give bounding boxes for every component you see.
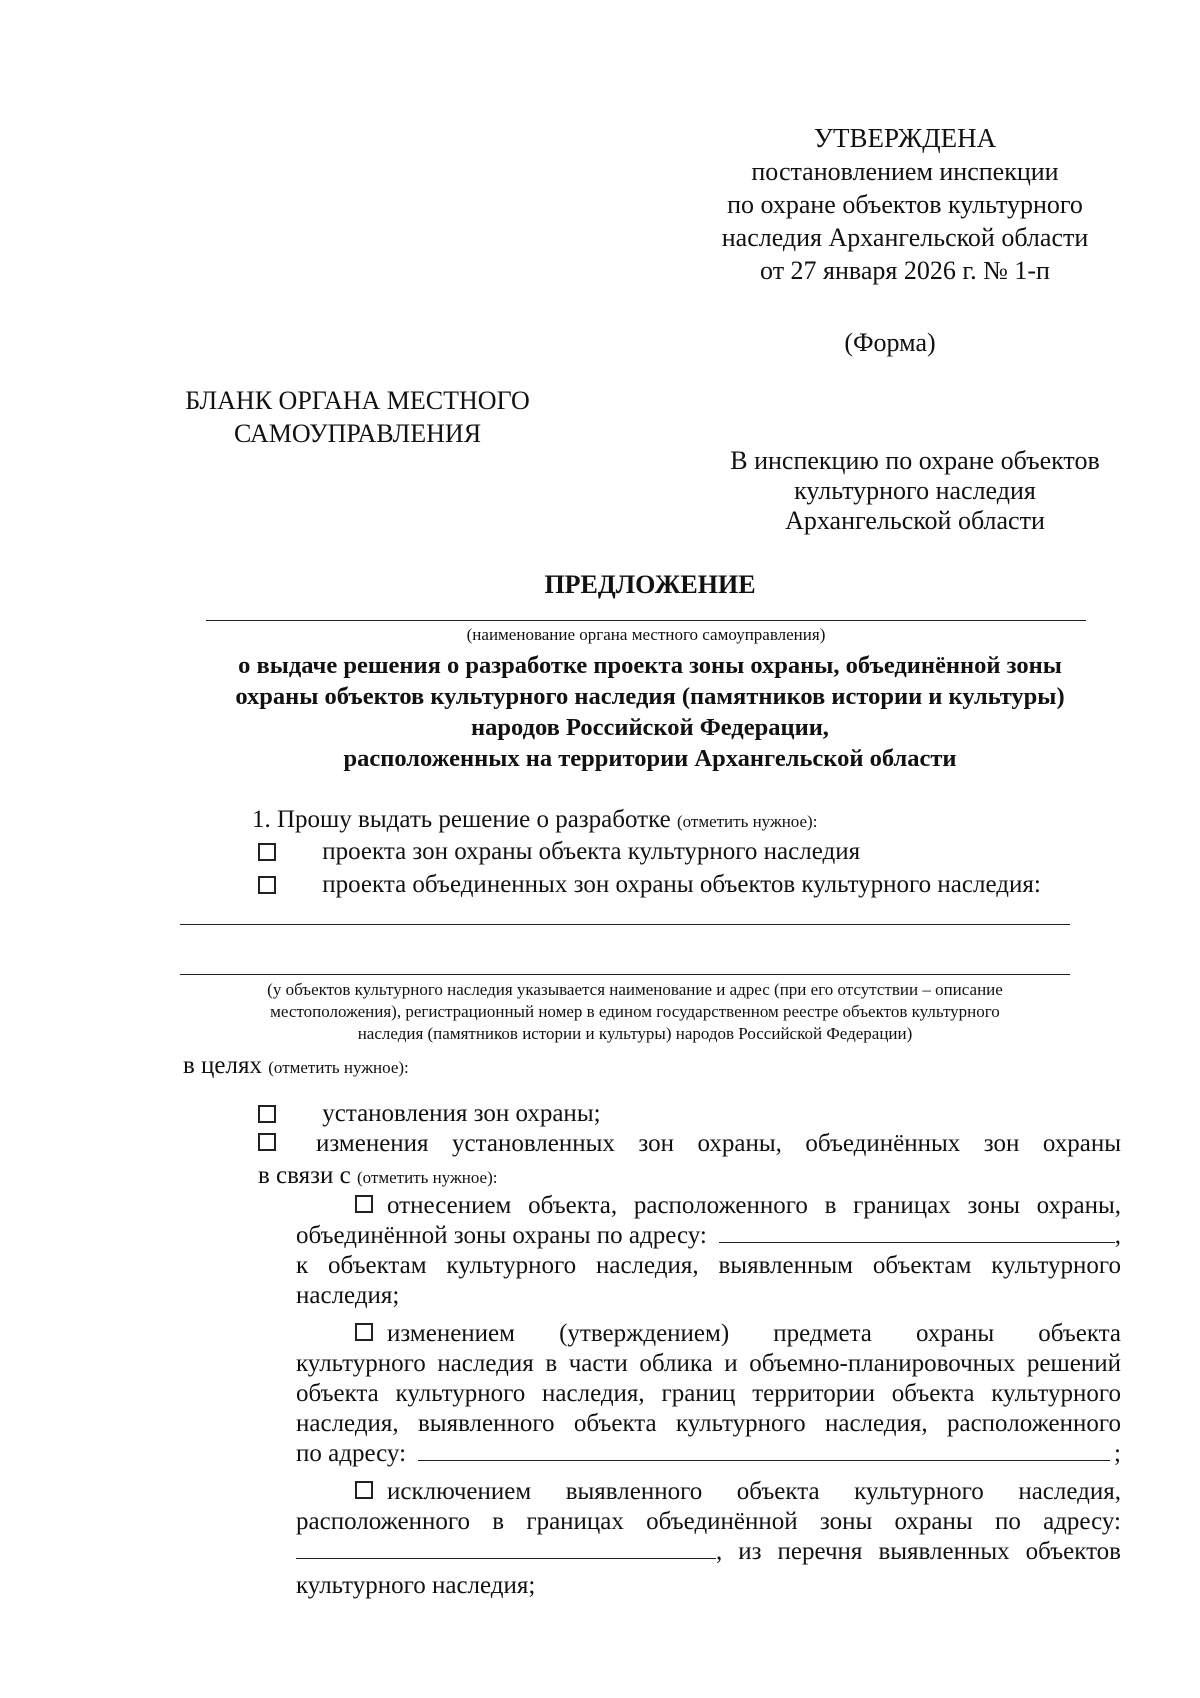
- addressee-line3: Архангельской области: [785, 506, 1045, 535]
- reason1-line2b: ,: [1114, 1222, 1121, 1249]
- item1-option1-row: [258, 836, 1158, 867]
- document-title: ПРЕДЛОЖЕНИЕ: [544, 570, 756, 599]
- checkbox[interactable]: [355, 1195, 373, 1213]
- purpose-option2-line1: изменения установленных зон охраны, объединённых зон охраны: [316, 1130, 1121, 1157]
- item1-lead-row: [252, 804, 1152, 835]
- address-blank[interactable]: [418, 1438, 1110, 1461]
- purpose-option2-row: [258, 1128, 1121, 1159]
- reason3-line1: исключением выявленного объекта культурного наследия,: [387, 1478, 1121, 1505]
- subject-line1: о выдаче решения о разработке проекта зоны охраны, объединённой зоны: [238, 652, 1062, 679]
- purpose-lead: в целях: [183, 1052, 263, 1079]
- item1-option1: проекта зон охраны объекта культурного наследия: [322, 838, 861, 865]
- reason3-line1-row: [355, 1476, 1121, 1507]
- reason3-line3-row: [296, 1536, 1121, 1567]
- reason1-line1: отнесением объекта, расположенного в границах зоны охраны,: [387, 1192, 1121, 1219]
- reason1-line2-row: [296, 1220, 1121, 1251]
- objects-caption-line2: местоположения), регистрационный номер в едином государственном реестре объектов культурного: [270, 1002, 1000, 1021]
- org-name-caption: (наименование органа местного самоуправления): [466, 625, 826, 644]
- checkbox[interactable]: [355, 1481, 373, 1499]
- reason2-line5b: ;: [1114, 1440, 1121, 1467]
- approval-line: наследия Архангельской области: [721, 223, 1089, 252]
- reason3-line4: культурного наследия;: [296, 1572, 536, 1599]
- form-label: (Форма): [844, 328, 936, 357]
- reason2-line1: изменением (утверждением) предмета охраны объекта: [387, 1320, 1121, 1347]
- reason1-line4: наследия;: [296, 1282, 400, 1309]
- purpose-option2-note: (отметить нужное):: [356, 1168, 498, 1187]
- objects-fill-line[interactable]: [180, 974, 1070, 975]
- org-name-line[interactable]: [206, 620, 1086, 621]
- reason2-line5-row: [296, 1438, 1121, 1469]
- reason2-line2: культурного наследия в части облика и объемно-планировочных решений: [296, 1350, 1121, 1377]
- addressee-line1: В инспекцию по охране объектов: [730, 446, 1100, 475]
- approval-block: [690, 122, 1120, 287]
- approval-title: УТВЕРЖДЕНА: [813, 123, 997, 153]
- checkbox[interactable]: [258, 843, 276, 861]
- reason1-line2a: объединённой зоны охраны по адресу:: [296, 1222, 707, 1249]
- approval-line: по охране объектов культурного: [727, 190, 1083, 219]
- item1-note: (отметить нужное):: [676, 812, 818, 831]
- purpose-lead-row: [183, 1050, 1083, 1081]
- item1-option2: проекта объединенных зон охраны объектов культурного наследия:: [322, 871, 1041, 898]
- item1-option2-row: [258, 869, 1158, 900]
- reason3-line3b: , из перечня выявленных объектов: [716, 1538, 1121, 1565]
- subject-line4: расположенных на территории Архангельской области: [343, 745, 957, 772]
- objects-caption-line1: (у объектов культурного наследия указывается наименование и адрес (при его отсутствии – описание: [267, 980, 1003, 999]
- purpose-option2-lead-row: [258, 1160, 1158, 1191]
- subject-block: [150, 650, 1150, 774]
- checkbox[interactable]: [258, 876, 276, 894]
- purpose-option1-row: [258, 1098, 1158, 1129]
- subject-line3: народов Российской Федерации,: [471, 714, 829, 741]
- objects-fill-line[interactable]: [180, 924, 1070, 925]
- approval-date: от 27 января 2026 г. № 1-п: [760, 256, 1050, 285]
- reason2-line4: наследия, выявленного объекта культурного наследия, расположенного: [296, 1410, 1121, 1437]
- letterhead-block: [160, 384, 555, 450]
- purpose-option1: установления зон охраны;: [322, 1100, 601, 1127]
- approval-line: постановлением инспекции: [751, 157, 1059, 186]
- addressee-block: [715, 446, 1115, 536]
- item1-lead: 1. Прошу выдать решение о разработке: [252, 806, 671, 833]
- address-blank[interactable]: [719, 1220, 1115, 1243]
- reason2-line1-row: [355, 1318, 1121, 1349]
- reason2-line3: объекта культурного наследия, границ территории объекта культурного: [296, 1380, 1121, 1407]
- subject-line2: охраны объектов культурного наследия (памятников истории и культуры): [235, 683, 1065, 710]
- purpose-option2-lead: в связи с: [258, 1162, 351, 1189]
- purpose-note: (отметить нужное):: [268, 1058, 409, 1077]
- reason1-line1-row: [355, 1190, 1121, 1221]
- address-blank[interactable]: [296, 1536, 716, 1559]
- letterhead-line2: САМОУПРАВЛЕНИЯ: [233, 419, 482, 448]
- checkbox[interactable]: [258, 1133, 276, 1151]
- reason3-line2: расположенного в границах объединённой зоны охраны по адресу:: [296, 1508, 1121, 1535]
- checkbox[interactable]: [258, 1105, 276, 1123]
- objects-caption-line3: наследия (памятников истории и культуры) народов Российской Федерации): [357, 1024, 913, 1043]
- addressee-line2: культурного наследия: [794, 476, 1036, 505]
- reason1-line3: к объектам культурного наследия, выявленным объектам культурного: [296, 1252, 1121, 1279]
- letterhead-line1: БЛАНК ОРГАНА МЕСТНОГО: [185, 386, 530, 415]
- reason2-line5a: по адресу:: [296, 1440, 407, 1467]
- checkbox[interactable]: [355, 1323, 373, 1341]
- objects-caption: [180, 979, 1090, 1045]
